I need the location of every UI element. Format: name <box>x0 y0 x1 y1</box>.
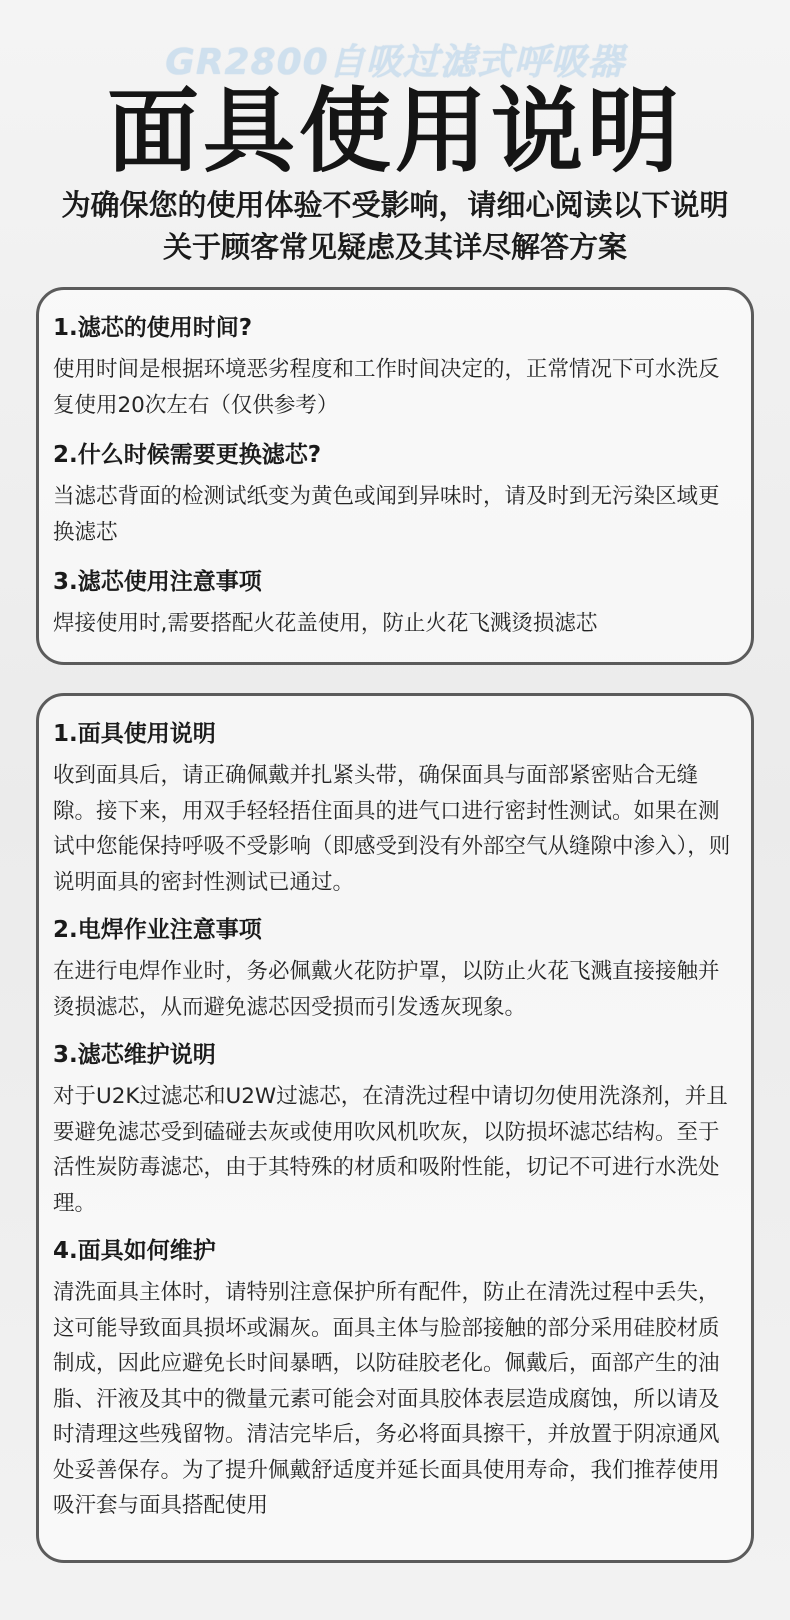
section-heading: 2.电焊作业注意事项 <box>53 917 262 943</box>
section-body: 使用时间是根据环境恶劣程度和工作时间决定的，正常情况下可水洗反复使用20次左右（仅供参考） <box>53 357 720 418</box>
page-title: 面具使用说明 <box>106 78 683 185</box>
section-body: 对于U2K过滤芯和U2W过滤芯，在清洗过程中请切勿使用洗涤剂，并且要避免滤芯受到磕碰去灰或使用吹风机吹灰，以防损坏滤芯结构。至于活性炭防毒滤芯，由于其特殊的材质和吸附性能，切记不可进行水洗处理。 <box>53 1084 728 1216</box>
section-body: 焊接使用时,需要搭配火花盖使用，防止火花飞溅烫损滤芯 <box>53 611 598 636</box>
intro-line-1: 为确保您的使用体验不受影响，请细心阅读以下说明 <box>61 188 729 222</box>
intro-line-2: 关于顾客常见疑虑及其详尽解答方案 <box>162 230 627 264</box>
section-heading: 2.什么时候需要更换滤芯? <box>53 442 322 468</box>
section-body: 当滤芯背面的检测试纸变为黄色或闻到异味时，请及时到无污染区域更换滤芯 <box>53 484 720 545</box>
section-heading: 1.滤芯的使用时间? <box>53 315 253 341</box>
section-body: 在进行电焊作业时，务必佩戴火花防护罩，以防止火花飞溅直接接触并烫损滤芯，从而避免滤芯因受损而引发透灰现象。 <box>53 959 720 1020</box>
section-body: 收到面具后，请正确佩戴并扎紧头带，确保面具与面部紧密贴合无缝隙。接下来，用双手轻轻捂住面具的进气口进行密封性测试。如果在测试中您能保持呼吸不受影响（即感受到没有外部空气从缝隙中渗入），则说明面具的密封性测试已通过。 <box>53 763 731 895</box>
product-line-heading: GR2800自吸过滤式呼吸器 <box>165 42 625 83</box>
section-heading: 4.面具如何维护 <box>53 1238 216 1264</box>
intro-text <box>0 184 790 268</box>
filter-faq-card <box>36 287 754 665</box>
section-body: 清洗面具主体时，请特别注意保护所有配件，防止在清洗过程中丢失，这可能导致面具损坏或漏灰。面具主体与脸部接触的部分采用硅胶材质制成，因此应避免长时间暴晒，以防硅胶老化。佩戴后，面部产生的油脂、汗液及其中的微量元素可能会对面具胶体表层造成腐蚀，所以请及时清理这些残留物。清洁完毕后，务必将面具擦干，并放置于阴凉通风处妥善保存。为了提升佩戴舒适度并延长面具使用寿命，我们推荐使用吸汗套与面具搭配使用 <box>53 1280 720 1518</box>
section-heading: 1.面具使用说明 <box>53 721 216 747</box>
mask-instructions-card <box>36 693 754 1563</box>
section-heading: 3.滤芯维护说明 <box>53 1042 216 1068</box>
section-heading: 3.滤芯使用注意事项 <box>53 569 262 595</box>
